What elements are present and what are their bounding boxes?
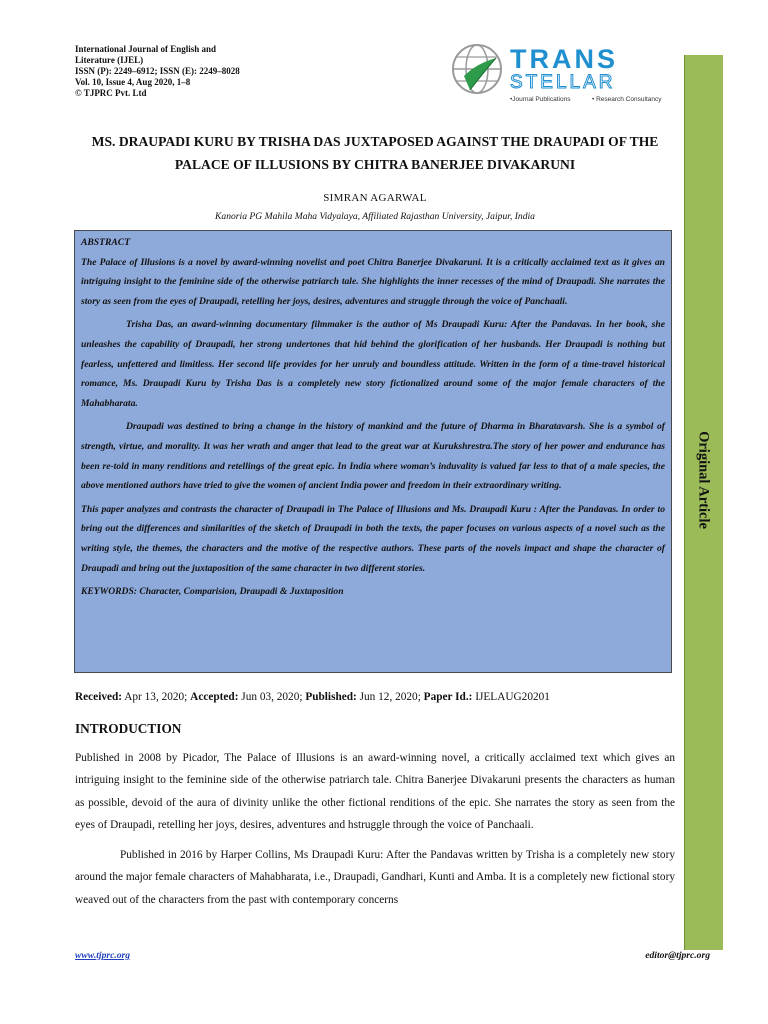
paper-id-label: Paper Id.: [423,691,473,703]
abstract-box [74,230,672,673]
journal-info [75,44,305,99]
transstellar-logo [450,38,680,108]
paper-id: IJELAUG20201 [475,691,550,703]
journal-name-line-1: International Journal of English and [75,44,217,54]
author-affiliation: Kanoria PG Mahila Maha Vidyalaya, Affiliated Rajasthan University, Jaipur, India [215,211,535,222]
editor-email: editor@tjprc.org [645,950,710,961]
introduction-heading: INTRODUCTION [75,721,182,736]
accepted-date: Jun 03, 2020; [241,691,303,703]
accepted-label: Accepted: [190,691,239,703]
paper-title: MS. DRAUPADI KURU BY TRISHA DAS JUXTAPOSED AGAINST THE DRAUPADI OF THE PALACE OF ILLUSIONS BY CHITRA BANERJEE DIVAKARUNI [91,134,659,172]
received-date: Apr 13, 2020; [124,691,188,703]
journal-issn: ISSN (P): 2249–6912; ISSN (E): 2249–8028 [75,66,240,76]
introduction-paragraph-1: Published in 2008 by Picador, The Palace of Illusions is an award-winning novel, a critically acclaimed text which gives an intriguing insight to the feminine side of the otherwise patriarch tale. Chitra Banerjee Divakaruni presents the characters as human as possible, devoid of the aura of divinity unlike the other fictional renditions of the epic. She narrates the story as seen from the eyes of Draupadi, retelling her joys, desires, adventures and hstruggle through the voice of Panchaali. [75,752,675,831]
received-label: Received: [75,691,123,703]
logo-tag-journal: •Journal Publications [510,96,571,103]
abstract-paragraph-3: Draupadi was destined to bring a change in the history of mankind and the future of Dharma in Bharatavarsh. She is a symbol of strength, virtue, and morality. It was her wrath and anger that lead to the great war at Kurukshrestra.The story of her power and endurance has been re-told in many renditions and retellings of the great epic. In India where woman’s induvality is valued far less to that of a male species, the above mentioned authors have tried to give the women of ancient India power and freedom in their extraordinary writing. [81,421,665,492]
globe-icon [453,45,501,93]
introduction-paragraph-2: Published in 2016 by Harper Collins, Ms Draupadi Kuru: After the Pandavas written by Trisha is a completely new story around the major female characters of Mahabharata, i.e., Draupadi, Gandhari, Kunti and Amba. It is a completely new fictional story weaved out of the characters from the past with contemporary concerns [75,849,675,906]
logo-word-stellar: STELLAR [510,72,616,93]
website-link[interactable]: www.tjprc.org [75,950,131,961]
abstract-paragraph-1: The Palace of Illusions is a novel by award-winning novelist and poet Chitra Banerjee Divakaruni. It is a critically acclaimed text as it gives an intriguing insight to the feminine side of the otherwise patriarch tale. She highlights the inner recesses of the mind of Draupadi. She narrates the story as seen from the eyes of Draupadi, retelling her joys, desires, adventures and struggle through the voice of Panchaali. [81,256,665,307]
journal-volume: Vol. 10, Issue 4, Aug 2020, 1–8 [75,77,191,87]
journal-copyright: © TJPRC Pvt. Ltd [75,88,147,98]
published-label: Published: [305,691,357,703]
journal-name-line-2: Literature (IJEL) [75,55,144,65]
published-date: Jun 12, 2020; [359,691,421,703]
abstract-paragraph-2: Trisha Das, an award-winning documentary filmmaker is the author of Ms Draupadi Kuru: After the Pandavas. In her book, she unleashes the capability of Draupadi, her strong undertones that hid behind the glorification of her husbands. Her Draupadi is nothing but fearless, unfettered and limitless. Her second life provides for her unruly and boundless attitude. Written in the form of a time-travel historical romance, Ms. Draupadi Kuru by Trisha Das is a completely new story fictionalized around some of the major female characters of the Mahabharata. [81,319,665,409]
publication-dates [75,691,675,703]
introduction-body [75,747,675,911]
logo-word-trans: TRANS [510,44,618,74]
keywords: KEYWORDS: Character, Comparision, Draupadi & Juxtaposition [81,586,344,598]
original-article-label: Original Article [695,431,712,529]
logo-tag-research: • Research Consultancy [592,96,662,103]
abstract-paragraph-4: This paper analyzes and contrasts the character of Draupadi in The Palace of Illusions and Ms. Draupadi Kuru : After the Pandavas. In order to bring out the differences and similarities of the sketch of Draupadi in both the texts, the paper focuses on various aspects of a novel such as the writing style, the themes, the characters and the motive of the respective authors. These parts of the novels impact and shape the character of Draupadi and bring out the juxtaposition of the same character in two different stories. [81,503,665,574]
author-name: SIMRAN AGARWAL [323,192,427,204]
abstract-heading: ABSTRACT [81,237,131,248]
